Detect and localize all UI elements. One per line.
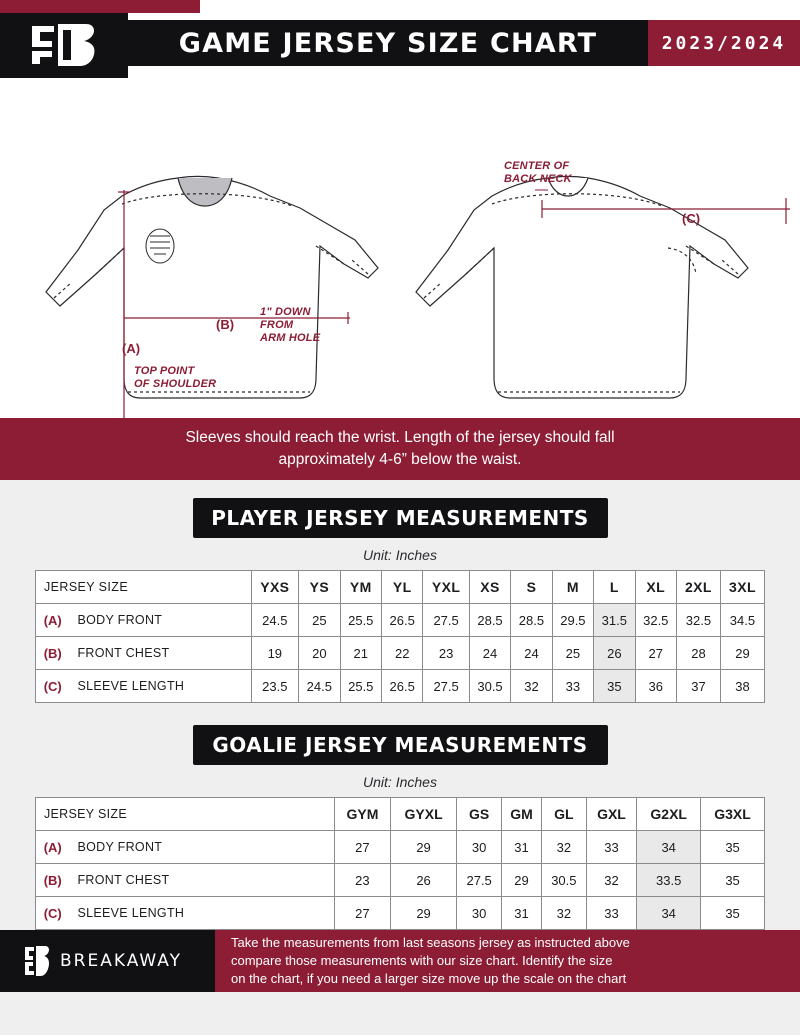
cell: 27	[334, 831, 390, 864]
cell: 32	[586, 864, 637, 897]
cell: 33	[586, 831, 637, 864]
row-label-front-chest: FRONT CHEST	[70, 864, 335, 897]
player-section-title: PLAYER JERSEY MEASUREMENTS	[211, 506, 589, 530]
cell: 34	[637, 831, 701, 864]
table-row	[36, 604, 765, 637]
cell: 29	[501, 864, 541, 897]
row-key-b: (B)	[36, 637, 70, 670]
table-row	[36, 897, 765, 930]
col-xl: XL	[635, 571, 676, 604]
cell: 26.5	[381, 670, 422, 703]
cell: 32.5	[676, 604, 720, 637]
cell: 29	[390, 897, 456, 930]
cell: 26.5	[381, 604, 422, 637]
cell: 25	[299, 604, 340, 637]
cell: 36	[635, 670, 676, 703]
row-label-sleeve-length: SLEEVE LENGTH	[70, 670, 252, 703]
col-s: S	[511, 571, 552, 604]
cell: 24	[469, 637, 510, 670]
cell: 26	[594, 637, 635, 670]
armhole-note: 1" DOWN FROM ARM HOLE	[260, 306, 321, 344]
cell: 26	[390, 864, 456, 897]
cell: 32	[511, 670, 552, 703]
col-gyxl: GYXL	[390, 798, 456, 831]
cell: 29	[720, 637, 764, 670]
shoulder-note: TOP POINT OF SHOULDER	[134, 365, 217, 390]
cell: 30	[457, 831, 502, 864]
col-jersey-size: JERSEY SIZE	[36, 798, 335, 831]
cell: 31	[501, 831, 541, 864]
row-label-sleeve-length: SLEEVE LENGTH	[70, 897, 335, 930]
cell: 23.5	[251, 670, 299, 703]
row-label-body-front: BODY FRONT	[70, 831, 335, 864]
page-title-box	[128, 20, 648, 66]
cell: 33	[586, 897, 637, 930]
cell: 30.5	[469, 670, 510, 703]
cell: 29	[390, 831, 456, 864]
back-neck-note: CENTER OF BACK NECK	[504, 160, 572, 185]
table-row-header	[36, 571, 765, 604]
cell: 21	[340, 637, 381, 670]
cell: 38	[720, 670, 764, 703]
row-key-b: (B)	[36, 864, 70, 897]
cell: 27	[334, 897, 390, 930]
cell: 25.5	[340, 670, 381, 703]
jersey-illustration-area	[0, 78, 800, 418]
goalie-section-title-box	[193, 725, 608, 765]
page-header	[0, 0, 800, 78]
label-c: (C)	[682, 211, 701, 226]
player-section-title-box	[193, 498, 608, 538]
goalie-unit-label: Unit: Inches	[363, 774, 437, 790]
player-measurements-table	[35, 570, 765, 703]
footer-line2: compare those measurements with our size chart. Identify the size	[231, 953, 613, 968]
jersey-diagrams	[0, 78, 800, 418]
cell: 24.5	[251, 604, 299, 637]
cell: 30.5	[542, 864, 587, 897]
header-accent-bar	[0, 0, 200, 13]
goalie-section-title: GOALIE JERSEY MEASUREMENTS	[212, 733, 588, 757]
cell: 33	[552, 670, 593, 703]
cell: 31.5	[594, 604, 635, 637]
cell: 35	[701, 864, 765, 897]
cell: 19	[251, 637, 299, 670]
footer-brand-name: BREAKAWAY	[60, 951, 182, 971]
col-yl: YL	[381, 571, 422, 604]
cell: 27.5	[457, 864, 502, 897]
cell: 37	[676, 670, 720, 703]
table-row	[36, 864, 765, 897]
row-label-front-chest: FRONT CHEST	[70, 637, 252, 670]
cell: 32.5	[635, 604, 676, 637]
cell: 29.5	[552, 604, 593, 637]
goalie-measurements-table	[35, 797, 765, 930]
fit-note-line1: Sleeves should reach the wrist. Length of the jersey should fall	[185, 429, 615, 446]
player-unit-label: Unit: Inches	[363, 547, 437, 563]
row-key-c: (C)	[36, 897, 70, 930]
table-row	[36, 637, 765, 670]
cell: 23	[334, 864, 390, 897]
cell: 27.5	[423, 604, 469, 637]
col-yxl: YXL	[423, 571, 469, 604]
footer-line1: Take the measurements from last seasons jersey as instructed above	[231, 935, 630, 950]
season-label: 2023/2024	[661, 32, 787, 54]
label-b: (B)	[216, 317, 235, 332]
fit-note-band	[0, 418, 800, 480]
col-gym: GYM	[334, 798, 390, 831]
col-m: M	[552, 571, 593, 604]
fit-note-line2: approximately 4-6” below the waist.	[278, 451, 522, 468]
col-ym: YM	[340, 571, 381, 604]
cell: 24.5	[299, 670, 340, 703]
cell: 34.5	[720, 604, 764, 637]
cell: 28.5	[469, 604, 510, 637]
row-key-c: (C)	[36, 670, 70, 703]
row-key-a: (A)	[36, 604, 70, 637]
cell: 35	[701, 897, 765, 930]
col-gxl: GXL	[586, 798, 637, 831]
page-footer	[0, 930, 800, 992]
row-label-body-front: BODY FRONT	[70, 604, 252, 637]
cell: 30	[457, 897, 502, 930]
cell: 25.5	[340, 604, 381, 637]
col-3xl: 3XL	[720, 571, 764, 604]
row-key-a: (A)	[36, 831, 70, 864]
footer-line3: on the chart, if you need a larger size move up the scale on the chart	[231, 971, 627, 986]
cell: 35	[701, 831, 765, 864]
page-title: GAME JERSEY SIZE CHART	[178, 27, 598, 59]
cell: 27.5	[423, 670, 469, 703]
goalie-section	[0, 703, 800, 930]
col-jersey-size: JERSEY SIZE	[36, 571, 252, 604]
cell: 35	[594, 670, 635, 703]
cell: 20	[299, 637, 340, 670]
cell: 22	[381, 637, 422, 670]
table-row	[36, 670, 765, 703]
col-yxs: YXS	[251, 571, 299, 604]
cell: 32	[542, 831, 587, 864]
col-ys: YS	[299, 571, 340, 604]
cell: 32	[542, 897, 587, 930]
table-row-header	[36, 798, 765, 831]
table-row	[36, 831, 765, 864]
cell: 34	[637, 897, 701, 930]
player-section	[0, 480, 800, 703]
cell: 33.5	[637, 864, 701, 897]
cell: 31	[501, 897, 541, 930]
breakaway-b-logo-icon	[24, 944, 50, 978]
cell: 28.5	[511, 604, 552, 637]
col-g2xl: G2XL	[637, 798, 701, 831]
col-l: L	[594, 571, 635, 604]
cell: 27	[635, 637, 676, 670]
cell: 25	[552, 637, 593, 670]
cell: 24	[511, 637, 552, 670]
cell: 23	[423, 637, 469, 670]
footer-brand-block	[0, 930, 215, 992]
col-xs: XS	[469, 571, 510, 604]
breakaway-b-logo-icon	[30, 22, 98, 68]
back-jersey-drawing	[416, 177, 748, 399]
footer-instructions	[215, 930, 800, 992]
label-a: (A)	[122, 341, 141, 356]
col-gl: GL	[542, 798, 587, 831]
season-badge	[648, 20, 800, 66]
col-gm: GM	[501, 798, 541, 831]
cell: 28	[676, 637, 720, 670]
col-gs: GS	[457, 798, 502, 831]
col-g3xl: G3XL	[701, 798, 765, 831]
col-2xl: 2XL	[676, 571, 720, 604]
